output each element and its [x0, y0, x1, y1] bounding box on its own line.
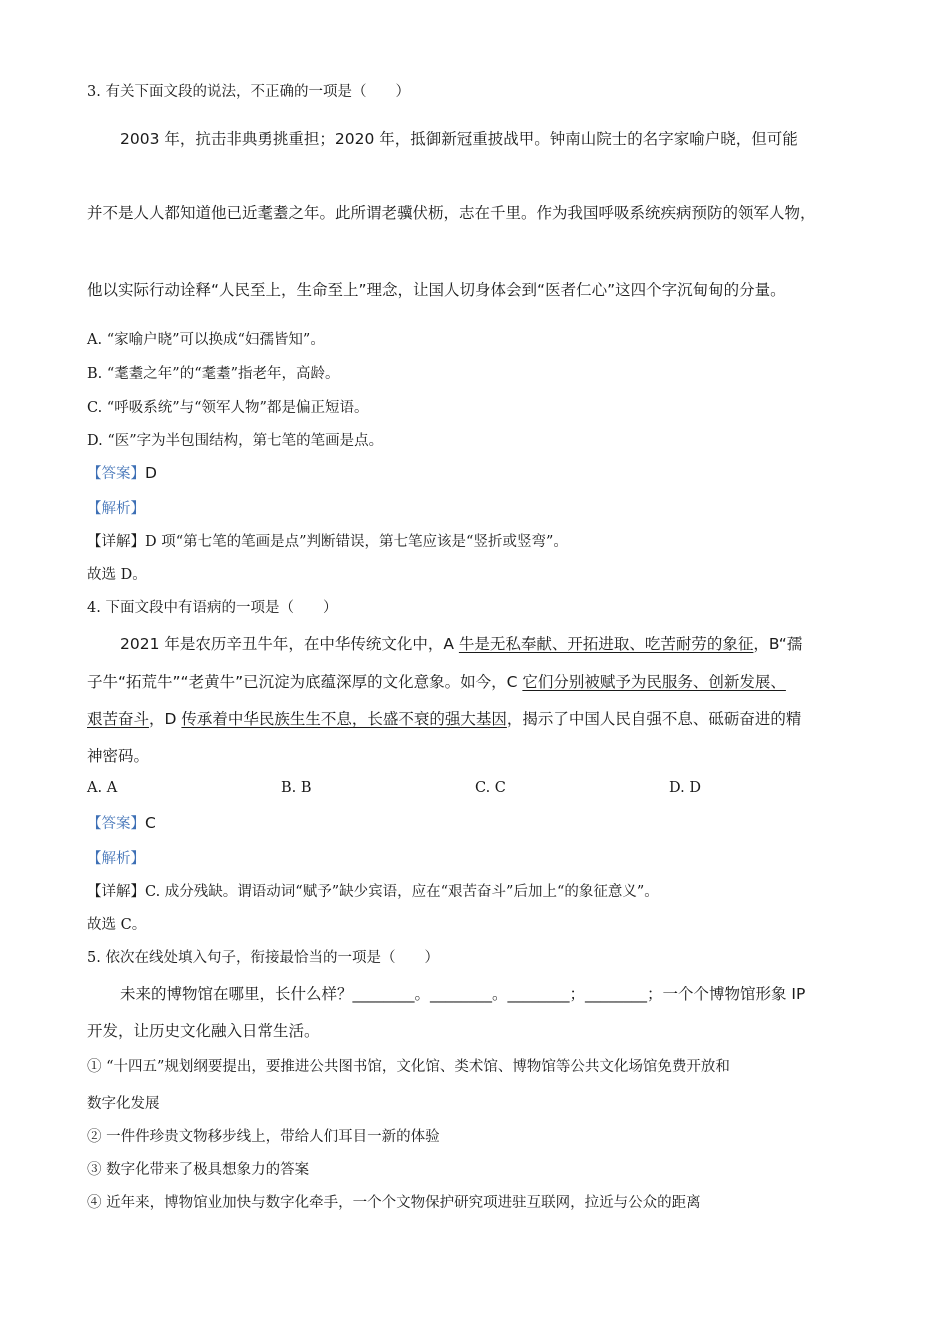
q4-option-a: A. A	[87, 780, 118, 796]
q4-answer	[87, 812, 156, 833]
answer-value: C	[145, 814, 156, 832]
q4-text: 子牛“拓荒牛”“老黄牛”已沉淀为底蕴深厚的文化意象。如今，C	[87, 673, 523, 691]
q4-text: ，B“孺	[753, 635, 803, 653]
q3-stem: 3. 有关下面文段的说法，不正确的一项是（ ）	[87, 84, 410, 100]
q3-detail: 【详解】D 项“第七笔的笔画是点”判断错误，第七笔应该是“竖折或竖弯”。	[87, 534, 568, 550]
q3-option-a: A. “家喻户晓”可以换成“妇孺皆知”。	[87, 332, 325, 348]
q4-analysis-tag: 【解析】	[87, 851, 145, 867]
q4-underlined-c-cont: 艰苦奋斗	[87, 710, 150, 728]
q4-text: ，D	[149, 710, 182, 728]
q4-passage-line-4: 神密码。	[87, 747, 150, 765]
q4-underlined-d: 传承着中华民族生生不息，长盛不衰的强大基因	[181, 710, 507, 728]
q4-text: 2021 年是农历辛丑牛年，在中华传统文化中，A	[120, 635, 459, 653]
q5-item-3: ③ 数字化带来了极具想象力的答案	[87, 1162, 310, 1178]
answer-value: D	[145, 464, 157, 482]
q5-passage-line-2: 开发，让历史文化融入日常生活。	[87, 1022, 320, 1040]
q4-option-b: B. B	[281, 780, 312, 796]
q3-conclusion: 故选 D。	[87, 567, 147, 583]
q5-stem: 5. 依次在线处填入句子，衔接最恰当的一项是（ ）	[87, 950, 439, 966]
q4-passage-line-1	[120, 632, 802, 654]
q4-passage-line-3	[87, 707, 801, 729]
q4-detail: 【详解】C. 成分残缺。谓语动词“赋予”缺少宾语，应在“艰苦奋斗”后加上“的象征意义”。	[87, 884, 659, 900]
q4-text: ，揭示了中国人民自强不息、砥砺奋进的精	[506, 710, 802, 728]
q4-conclusion: 故选 C。	[87, 917, 147, 933]
q4-option-d: D. D	[669, 780, 701, 796]
q3-option-b: B. “耄耋之年”的“耄耋”指老年，高龄。	[87, 366, 340, 382]
answer-tag: 【答案】	[87, 466, 145, 482]
q3-passage-line-2: 并不是人人都知道他已近耄耋之年。此所谓老骥伏枥，志在千里。作为我国呼吸系统疾病预防的领军人物，	[87, 204, 816, 222]
q3-analysis-tag: 【解析】	[87, 501, 145, 517]
q3-answer	[87, 462, 157, 483]
q3-option-c: C. “呼吸系统”与“领军人物”都是偏正短语。	[87, 400, 369, 416]
q5-item-1: ① “十四五”规划纲要提出，要推进公共图书馆，文化馆、类术馆、博物馆等公共文化场馆免费开放和	[87, 1059, 730, 1075]
q3-option-d: D. “医”字为半包围结构，第七笔的笔画是点。	[87, 433, 384, 449]
q4-underlined-c: 它们分别被赋予为民服务、创新发展、	[522, 673, 786, 691]
q4-underlined-a: 牛是无私奉献、开拓进取、吃苦耐劳的象征	[458, 635, 754, 653]
q4-option-c: C. C	[475, 780, 506, 796]
q5-passage-line-1: 未来的博物馆在哪里，长什么样？________。________。________；________；一个个博物馆形象 IP	[120, 985, 806, 1003]
q5-item-4: ④ 近年来，博物馆业加快与数字化牵手，一个个文物保护研究项进驻互联网，拉近与公众的距离	[87, 1195, 701, 1211]
q5-item-2: ② 一件件珍贵文物移步线上，带给人们耳目一新的体验	[87, 1129, 440, 1145]
q3-passage-line-3: 他以实际行动诠释“人民至上，生命至上”理念，让国人切身体会到“医者仁心”这四个字沉甸甸的分量。	[87, 281, 786, 299]
answer-tag: 【答案】	[87, 816, 145, 832]
q4-stem: 4. 下面文段中有语病的一项是（ ）	[87, 600, 338, 616]
q5-item-1-cont: 数字化发展	[87, 1096, 160, 1112]
q4-passage-line-2	[87, 670, 786, 692]
q3-passage-line-1: 2003 年，抗击非典勇挑重担；2020 年，抵御新冠重披战甲。钟南山院士的名字家喻户晓，但可能	[120, 130, 798, 148]
